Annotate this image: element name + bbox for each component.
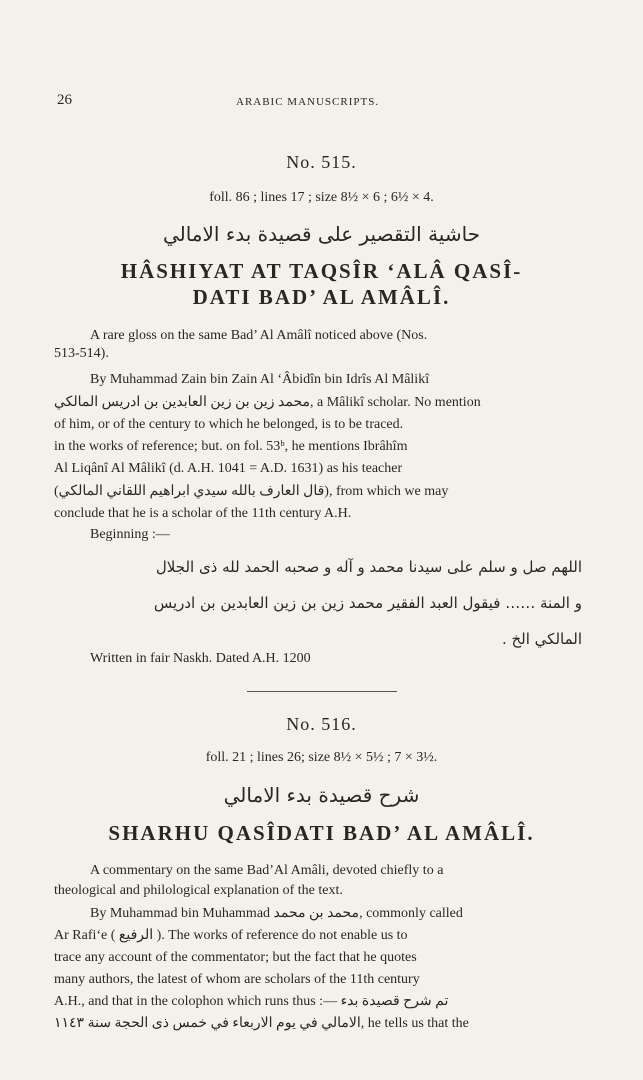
entry-516-body-line: Ar Rafi‘e ( الرفيع ). The works of reference do not enable us to bbox=[54, 928, 408, 943]
entry-516-number: No. 516. bbox=[286, 714, 357, 734]
entry-515-body-line: محمد زين بن زين العابدين بن ادريس المالكي, a Mâlikî scholar. No mention bbox=[54, 395, 481, 410]
running-head: ARABIC MANUSCRIPTS. bbox=[236, 96, 380, 108]
entry-515-body-line: Al Liqânî Al Mâlikî (d. A.H. 1041 = A.D. 1631) as his teacher bbox=[54, 461, 403, 476]
section-divider bbox=[247, 691, 397, 692]
entry-515-foll: foll. 86 ; lines 17 ; size 8½ × 6 ; 6½ × 4. bbox=[209, 190, 434, 205]
entry-516-body-line: الامالي في يوم الاربعاء في خمس ذى الحجة سنة ١١٤٣, he tells us that the bbox=[54, 1016, 469, 1031]
entry-516-body-line: By Muhammad bin Muhammad محمد بن محمد, commonly called bbox=[90, 906, 463, 921]
entry-515-arabic-title: حاشية التقصير على قصيدة بدء الامالي bbox=[162, 222, 481, 246]
entry-516-body-line: many authors, the latest of whom are scholars of the 11th century bbox=[54, 972, 420, 987]
entry-515-number: No. 515. bbox=[286, 152, 357, 172]
entry-515-body-line: (قال العارف بالله سيدي ابراهيم اللقاني المالكي), from which we may bbox=[54, 484, 449, 499]
entry-515-body-line: in the works of reference; but. on fol. 53ᵇ, he mentions Ibrâhîm bbox=[54, 439, 408, 454]
entry-515-arabic-incipit: و المنة …… فيقول العبد الفقير محمد زين بن زين العابدين بن ادريس bbox=[153, 594, 582, 612]
entry-515-body-line: of him, or of the century to which he belonged, is to be traced. bbox=[54, 417, 404, 432]
entry-515-body-line: conclude that he is a scholar of the 11th century A.H. bbox=[54, 506, 352, 521]
entry-515-beginning-label: Beginning :— bbox=[90, 527, 170, 542]
entry-515-body-line: By Muhammad Zain bin Zain Al ‘Âbidîn bin Idrîs Al Mâlikî bbox=[90, 372, 430, 387]
entry-515-written: Written in fair Naskh. Dated A.H. 1200 bbox=[90, 651, 311, 666]
entry-516-body-line: A.H., and that in the colophon which runs thus :— تم شرح قصيدة بدء bbox=[54, 994, 449, 1009]
entry-515-arabic-incipit: اللهم صل و سلم على سيدنا محمد و آله و صحبه الحمد لله ذى الجلال bbox=[155, 558, 582, 576]
entry-516-title-line1: SHARHU QASÎDATI BAD’ AL AMÂLÎ. bbox=[108, 821, 535, 845]
entry-515-arabic-incipit: المالكي الخ . bbox=[501, 630, 582, 648]
entry-516-body-line: trace any account of the commentator; but the fact that he quotes bbox=[54, 950, 417, 965]
entry-515-title-line1: HÂSHIYAT AT TAQSÎR ‘ALÂ QASÎ- bbox=[120, 259, 523, 283]
entry-515-title-line2: DATI BAD’ AL AMÂLÎ. bbox=[192, 285, 451, 309]
entry-516-body-line: A commentary on the same Bad’Al Amâli, devoted chiefly to a bbox=[90, 863, 444, 878]
entry-516-foll: foll. 21 ; lines 26; size 8½ × 5½ ; 7 × 3½. bbox=[205, 750, 438, 765]
page-number: 26 bbox=[57, 92, 72, 108]
entry-515-body-line: 513-514). bbox=[54, 346, 109, 361]
entry-516-arabic-title: شرح قصيدة بدء الامالي bbox=[223, 783, 420, 807]
entry-516-body-line: theological and philological explanation of the text. bbox=[54, 883, 343, 898]
entry-515-body-line: A rare gloss on the same Bad’ Al Amâlî noticed above (Nos. bbox=[90, 328, 428, 343]
